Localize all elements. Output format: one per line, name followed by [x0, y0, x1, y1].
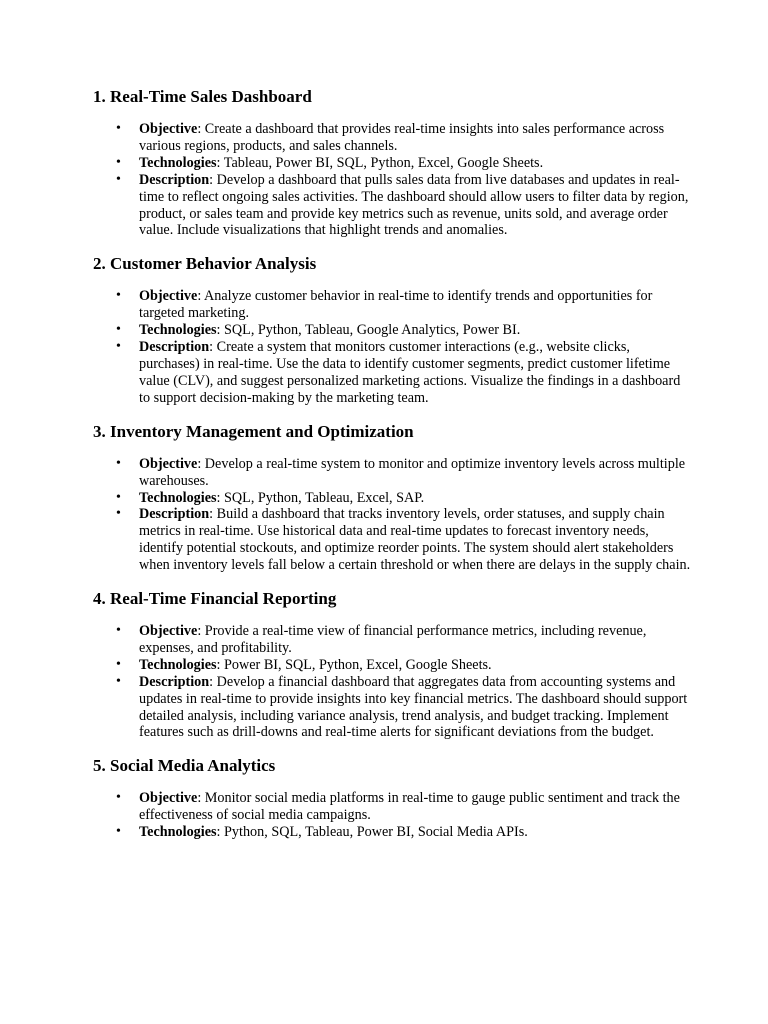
item-text: : Tableau, Power BI, SQL, Python, Excel, Google Sheets.	[216, 154, 544, 171]
document-content	[93, 86, 693, 855]
bullet-icon: •	[116, 673, 121, 689]
bullet-list	[93, 121, 693, 239]
item-label: Description	[139, 171, 210, 188]
list-item-description	[93, 506, 693, 574]
item-text: : Python, SQL, Tableau, Power BI, Social Media APIs.	[216, 824, 528, 841]
list-item-objective	[93, 288, 693, 322]
section-heading: 5. Social Media Analytics	[93, 756, 276, 776]
list-item-description	[93, 339, 693, 407]
item-label: Objective	[139, 288, 198, 305]
bullet-icon: •	[116, 121, 121, 136]
bullet-icon: •	[116, 154, 121, 170]
item-label: Technologies	[139, 154, 217, 171]
section-customer-behavior-analysis	[93, 253, 693, 406]
item-text: : Create a system that monitors customer interactions (e.g., website clicks, purchases) in real-time. Use the data to identify customer segments, predict customer lifetime value (CLV), and suggest personalized marketing actions. Visualize the findings in a dashboard to support decision-making by the marketing team.	[139, 339, 681, 406]
section-inventory-management	[93, 421, 693, 574]
list-item-technologies	[93, 322, 693, 339]
list-item-technologies	[93, 490, 693, 507]
item-label: Description	[139, 506, 210, 523]
item-text: : Develop a real-time system to monitor and optimize inventory levels across multiple warehouses.	[139, 455, 686, 489]
list-item-objective	[93, 623, 693, 657]
item-text: : Provide a real-time view of financial performance metrics, including revenue, expenses, and profitability.	[139, 623, 647, 656]
item-label: Description	[139, 339, 210, 356]
item-text: : Develop a dashboard that pulls sales data from live databases and updates in real-time to reflect ongoing sales activities. The dashboard should allow users to filter data by region, product, or sales team and provide key metrics such as revenue, units sold, and average order value. Include visualizations that highlight trends and anomalies.	[139, 171, 689, 239]
item-label: Objective	[139, 623, 198, 640]
bullet-icon: •	[116, 339, 121, 355]
item-text: : Power BI, SQL, Python, Excel, Google Sheets.	[216, 656, 492, 673]
section-heading: 3. Inventory Management and Optimization	[93, 421, 414, 441]
section-real-time-financial-reporting	[93, 588, 693, 741]
list-item-description	[93, 674, 693, 742]
section-heading: 4. Real-Time Financial Reporting	[93, 589, 337, 609]
list-item-objective	[93, 121, 693, 155]
bullet-list	[93, 790, 693, 841]
section-heading: 2. Customer Behavior Analysis	[93, 254, 317, 274]
item-label: Technologies	[139, 489, 217, 506]
item-label: Technologies	[139, 824, 217, 841]
section-heading: 1. Real-Time Sales Dashboard	[93, 87, 312, 106]
list-item-technologies	[93, 657, 693, 674]
item-text: : Build a dashboard that tracks inventory levels, order statuses, and supply chain metrics in real-time. Use historical data and real-time updates to forecast inventory needs, identify potential stockouts, and optimize reorder points. The system should alert stakeholders when inventory levels fall below a certain threshold or when there are delays in the supply chain.	[139, 506, 691, 574]
list-item-objective	[93, 790, 693, 824]
item-label: Objective	[139, 455, 198, 472]
bullet-icon: •	[116, 790, 121, 806]
item-text: : SQL, Python, Tableau, Google Analytics, Power BI.	[216, 322, 521, 339]
item-label: Technologies	[139, 322, 217, 339]
bullet-icon: •	[116, 455, 121, 471]
bullet-icon: •	[116, 322, 121, 338]
bullet-icon: •	[116, 171, 121, 187]
item-text: : Monitor social media platforms in real-time to gauge public sentiment and track the effectiveness of social media campaigns.	[139, 790, 680, 824]
list-item-objective	[93, 456, 693, 490]
bullet-icon: •	[116, 489, 121, 505]
bullet-icon: •	[116, 656, 121, 672]
bullet-list	[93, 288, 693, 406]
item-text: : Analyze customer behavior in real-time to identify trends and opportunities for targeted marketing.	[139, 288, 653, 322]
section-social-media-analytics	[93, 755, 693, 841]
item-label: Technologies	[139, 656, 217, 673]
item-label: Objective	[139, 790, 198, 807]
bullet-icon: •	[116, 824, 121, 840]
bullet-icon: •	[116, 288, 121, 304]
item-text: : SQL, Python, Tableau, Excel, SAP.	[216, 489, 425, 506]
item-text: : Develop a financial dashboard that aggregates data from accounting systems and updates in real-time to provide insights into key financial metrics. The dashboard should support detailed analysis, including variance analysis, trend analysis, and budget tracking. Implement features such as drill-downs and real-time alerts for significant deviations from the budget.	[139, 673, 688, 741]
item-label: Description	[139, 673, 210, 690]
section-real-time-sales-dashboard	[93, 86, 693, 239]
item-text: : Create a dashboard that provides real-time insights into sales performance across various regions, products, and sales channels.	[139, 121, 665, 154]
bullet-icon: •	[116, 623, 121, 639]
list-item-description	[93, 172, 693, 240]
bullet-list	[93, 623, 693, 741]
bullet-icon: •	[116, 506, 121, 522]
bullet-list	[93, 456, 693, 574]
item-label: Objective	[139, 121, 198, 137]
list-item-technologies	[93, 824, 693, 841]
list-item-technologies	[93, 155, 693, 172]
